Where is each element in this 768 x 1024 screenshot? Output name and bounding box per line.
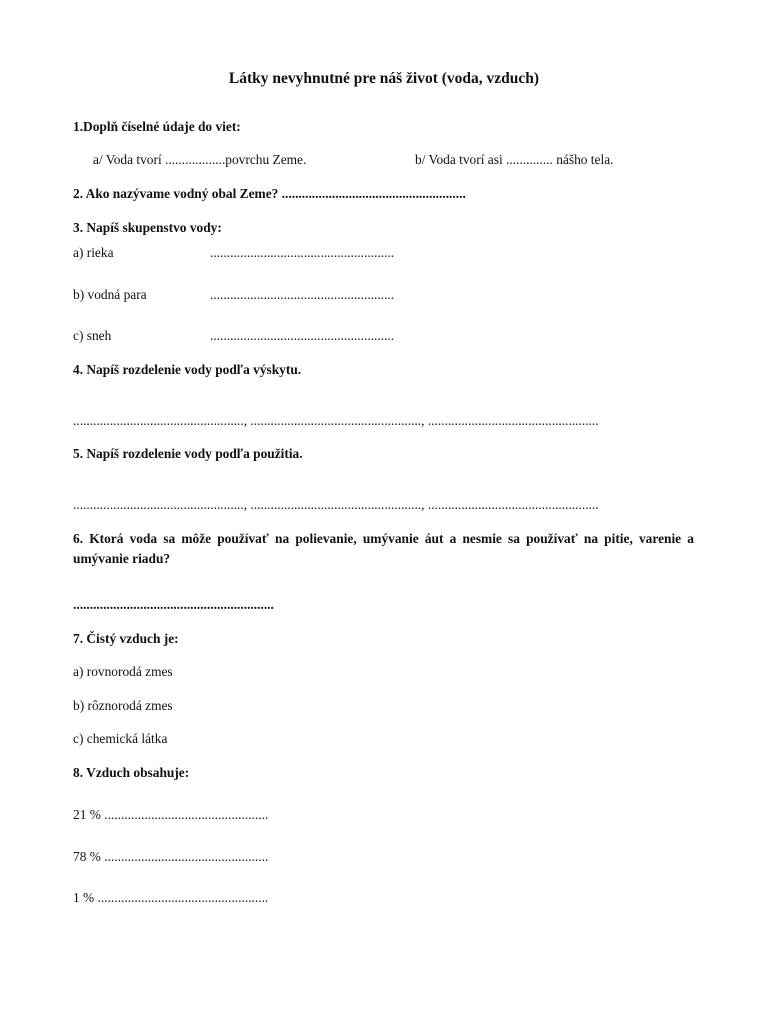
question-3-heading: 3. Napíš skupenstvo vody: [73,220,222,235]
question-3-option-label: c) sneh [73,328,112,343]
question-1-item-a: a/ Voda tvorí ..................povrchu Zeme. [93,152,307,167]
question-3-option-label: b) vodná para [73,287,147,302]
question-6-answer-blank: ............................................................ [73,597,274,612]
question-3-option-label: a) rieka [73,245,114,260]
question-7-option: c) chemická látka [73,731,168,746]
question-7-option: b) rôznorodá zmes [73,698,173,713]
question-8-item: 21 % ................................................. [73,807,269,822]
question-8-item: 78 % ................................................. [73,849,269,864]
question-5-heading: 5. Napíš rozdelenie vody podľa použitia. [73,446,303,461]
question-8-item: 1 % ................................................... [73,890,269,905]
question-3-answer-blank: ....................................................... [210,328,395,343]
question-7-option: a) rovnorodá zmes [73,664,173,679]
question-4-heading: 4. Napíš rozdelenie vody podľa výskytu. [73,362,302,377]
question-6: 6. Ktorá voda sa môže používať na polievanie, umývanie áut a nesmie sa používať na pitie, varenie a umývanie riadu? [73,531,694,566]
question-3-answer-blank: ....................................................... [210,245,395,260]
question-7-heading: 7. Čistý vzduch je: [73,631,179,646]
page-title: Látky nevyhnutné pre náš život (voda, vzduch) [228,70,540,87]
question-8-heading: 8. Vzduch obsahuje: [73,765,190,780]
question-5-answer-blanks: ..................................................., ..................................................., ................................................... [73,497,599,512]
question-2: 2. Ako nazývame vodný obal Zeme? ....................................................... [73,186,466,201]
question-1-heading: 1.Doplň číselné údaje do viet: [73,119,241,134]
question-4-answer-blanks: ..................................................., ..................................................., ................................................... [73,413,599,428]
question-1-item-b: b/ Voda tvorí asi .............. nášho tela. [415,152,614,167]
question-3-answer-blank: ....................................................... [210,287,395,302]
